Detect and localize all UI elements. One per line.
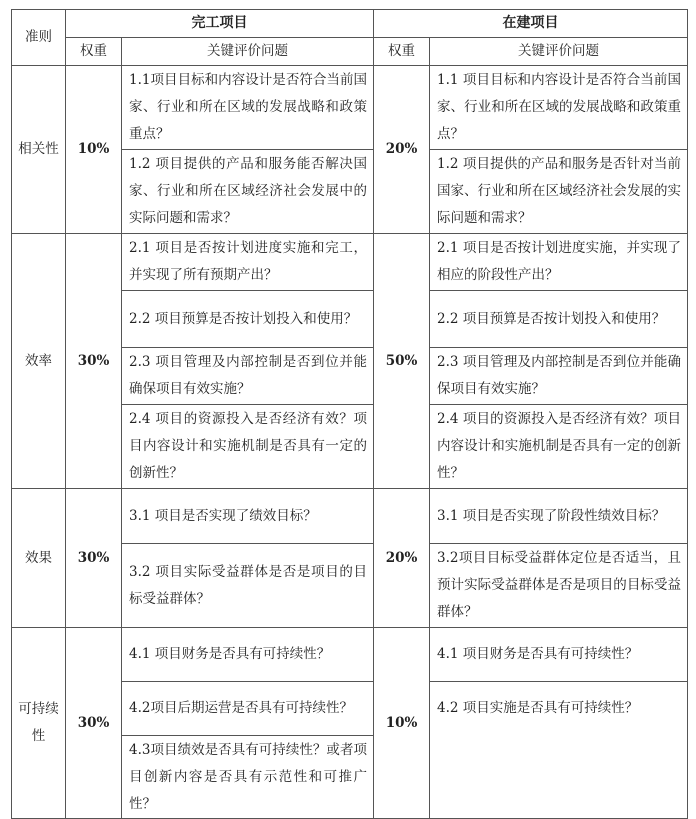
- question-ongoing-2-3: 2.3 项目管理及内部控制是否到位并能确保项目有效实施？: [430, 348, 688, 405]
- criterion-effectiveness: 效果: [12, 489, 66, 628]
- question-completed-4-2: 4.2项目后期运营是否具有可持续性？: [122, 682, 374, 736]
- header-weight-completed: 权重: [66, 38, 122, 66]
- weight-ongoing-sustainability: 10%: [374, 628, 430, 819]
- question-completed-2-3: 2.3 项目管理及内部控制是否到位并能确保项目有效实施？: [122, 348, 374, 405]
- weight-completed-efficiency: 30%: [66, 234, 122, 489]
- question-ongoing-3-2: 3.2项目目标受益群体定位是否适当，且预计实际受益群体是否是项目的目标受益群体？: [430, 544, 688, 628]
- header-completed: 完工项目: [66, 10, 374, 38]
- header-question-ongoing: 关键评价问题: [430, 38, 688, 66]
- criterion-efficiency: 效率: [12, 234, 66, 489]
- evaluation-criteria-table: [11, 9, 687, 812]
- table-row: [12, 66, 688, 150]
- question-ongoing-4-1: 4.1 项目财务是否具有可持续性？: [430, 628, 688, 682]
- criterion-sustainability: 可持续性: [12, 628, 66, 819]
- header-row-2: [12, 38, 688, 66]
- weight-ongoing-efficiency: 50%: [374, 234, 430, 489]
- table-row: [12, 234, 688, 291]
- question-completed-4-3: 4.3项目绩效是否具有可持续性？或者项目创新内容是否具有示范性和可推广性？: [122, 736, 374, 819]
- question-completed-4-1: 4.1 项目财务是否具有可持续性？: [122, 628, 374, 682]
- question-completed-2-1: 2.1 项目是否按计划进度实施和完工，并实现了所有预期产出？: [122, 234, 374, 291]
- header-criteria: 准则: [12, 10, 66, 66]
- question-completed-3-2: 3.2 项目实际受益群体是否是项目的目标受益群体？: [122, 544, 374, 628]
- table-row: [12, 489, 688, 544]
- question-ongoing-2-2: 2.2 项目预算是否按计划投入和使用？: [430, 291, 688, 348]
- question-completed-3-1: 3.1 项目是否实现了绩效目标？: [122, 489, 374, 544]
- header-ongoing: 在建项目: [374, 10, 688, 38]
- weight-completed-effectiveness: 30%: [66, 489, 122, 628]
- header-question-completed: 关键评价问题: [122, 38, 374, 66]
- cropped-caption: [0, 0, 260, 9]
- question-ongoing-2-1: 2.1 项目是否按计划进度实施，并实现了相应的阶段性产出？: [430, 234, 688, 291]
- header-row-1: [12, 10, 688, 38]
- weight-ongoing-relevance: 20%: [374, 66, 430, 234]
- question-completed-1-2: 1.2 项目提供的产品和服务能否解决国家、行业和所在区域经济社会发展中的实际问题和需求？: [122, 150, 374, 234]
- criterion-relevance: 相关性: [12, 66, 66, 234]
- header-weight-ongoing: 权重: [374, 38, 430, 66]
- weight-completed-relevance: 10%: [66, 66, 122, 234]
- question-ongoing-1-2: 1.2 项目提供的产品和服务是否针对当前国家、行业和所在区域经济社会发展的实际问题和需求？: [430, 150, 688, 234]
- question-completed-2-2: 2.2 项目预算是否按计划投入和使用？: [122, 291, 374, 348]
- question-ongoing-3-1: 3.1 项目是否实现了阶段性绩效目标？: [430, 489, 688, 544]
- question-ongoing-4-2: 4.2 项目实施是否具有可持续性？: [430, 682, 688, 819]
- question-completed-1-1: 1.1项目目标和内容设计是否符合当前国家、行业和所在区域的发展战略和政策重点？: [122, 66, 374, 150]
- table-row: [12, 628, 688, 682]
- question-ongoing-1-1: 1.1 项目目标和内容设计是否符合当前国家、行业和所在区域的发展战略和政策重点？: [430, 66, 688, 150]
- weight-completed-sustainability: 30%: [66, 628, 122, 819]
- question-ongoing-2-4: 2.4 项目的资源投入是否经济有效？项目内容设计和实施机制是否具有一定的创新性？: [430, 405, 688, 489]
- weight-ongoing-effectiveness: 20%: [374, 489, 430, 628]
- question-completed-2-4: 2.4 项目的资源投入是否经济有效？项目内容设计和实施机制是否具有一定的创新性？: [122, 405, 374, 489]
